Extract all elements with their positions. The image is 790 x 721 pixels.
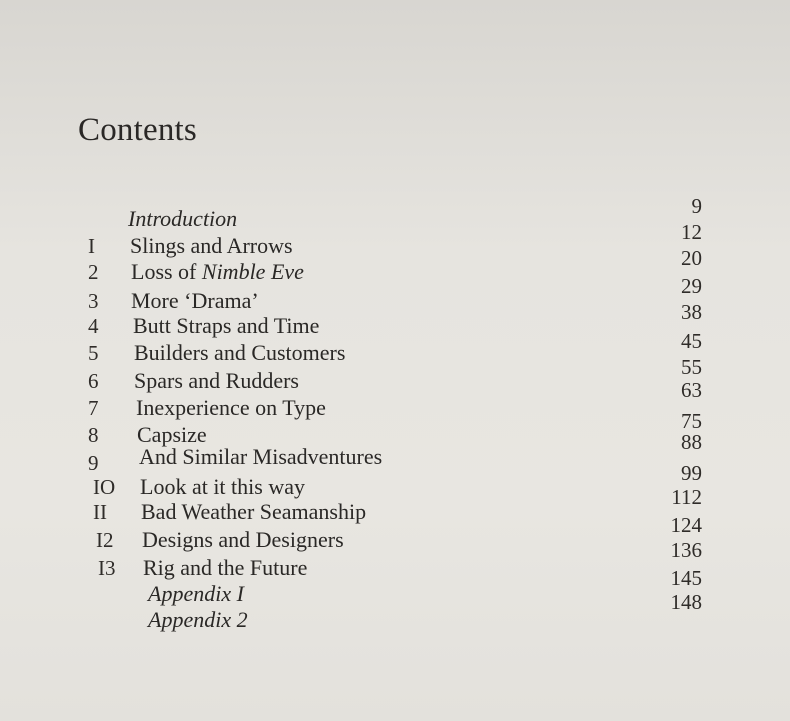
page-number: 12 <box>681 220 702 244</box>
chapter-title: Bad Weather Seamanship <box>141 499 367 524</box>
toc-entry-appendix-1 <box>0 581 720 607</box>
toc-entry-10 <box>0 474 720 500</box>
chapter-number: 4 <box>88 314 99 338</box>
toc-entry-3 <box>0 288 720 314</box>
page-number: 38 <box>681 300 702 324</box>
chapter-number: 2 <box>88 260 99 284</box>
page-number: 99 <box>681 461 702 485</box>
toc-entry-1 <box>0 233 720 259</box>
chapter-title: Builders and Customers <box>134 340 346 365</box>
chapter-title: Introduction <box>128 206 238 231</box>
page-number: 145 <box>670 566 702 590</box>
chapter-title: Appendix I <box>148 581 244 606</box>
chapter-title: Inexperience on Type <box>136 395 326 420</box>
chapter-number: 3 <box>88 289 99 313</box>
chapter-number: II <box>93 500 107 524</box>
page-number: 20 <box>681 246 702 270</box>
chapter-number: 8 <box>88 423 99 447</box>
toc-entry-7 <box>0 395 720 421</box>
contents-heading: Contents <box>78 112 197 148</box>
toc-entry-5 <box>0 340 720 366</box>
toc-entry-appendix-2 <box>0 607 720 633</box>
toc-entry-11 <box>0 499 720 525</box>
chapter-title <box>131 259 304 285</box>
page-number: 63 <box>681 378 702 402</box>
chapter-title: Appendix 2 <box>148 607 248 632</box>
page-number: 75 <box>681 409 702 433</box>
chapter-title: Slings and Arrows <box>130 233 293 258</box>
chapter-title-boat-name: Nimble Eve <box>201 259 304 284</box>
page-number: 148 <box>670 590 702 614</box>
page-number: 55 <box>681 355 702 379</box>
chapter-number: 6 <box>88 369 99 393</box>
page-number: 29 <box>681 274 702 298</box>
chapter-number: 7 <box>88 396 99 420</box>
chapter-title: Butt Straps and Time <box>133 313 320 338</box>
chapter-title: More ‘Drama’ <box>131 288 259 313</box>
chapter-title: Rig and the Future <box>143 555 308 580</box>
page-number: 45 <box>681 329 702 353</box>
page-number: 124 <box>670 513 702 537</box>
chapter-title: Look at it this way <box>140 474 305 499</box>
chapter-number: I2 <box>96 528 114 552</box>
toc-entry-2 <box>0 259 720 285</box>
page-number: 112 <box>671 485 702 509</box>
toc-entry-introduction <box>0 206 720 232</box>
chapter-title: Capsize <box>137 422 207 447</box>
toc-entry-4 <box>0 313 720 339</box>
chapter-number: 9 <box>88 451 99 475</box>
chapter-title-prefix: Loss of <box>131 259 202 284</box>
chapter-title: And Similar Misadventures <box>139 444 383 469</box>
toc-entry-12 <box>0 527 720 553</box>
page-number: 88 <box>681 430 702 454</box>
page-number: 136 <box>670 538 702 562</box>
chapter-title: Spars and Rudders <box>134 368 299 393</box>
chapter-title: Designs and Designers <box>142 527 344 552</box>
chapter-number: I <box>88 234 95 258</box>
chapter-number: IO <box>93 475 116 499</box>
chapter-number: 5 <box>88 341 99 365</box>
page-number: 9 <box>691 194 702 218</box>
toc-entry-13 <box>0 555 720 581</box>
toc-entry-6 <box>0 368 720 394</box>
chapter-number: I3 <box>98 556 116 580</box>
